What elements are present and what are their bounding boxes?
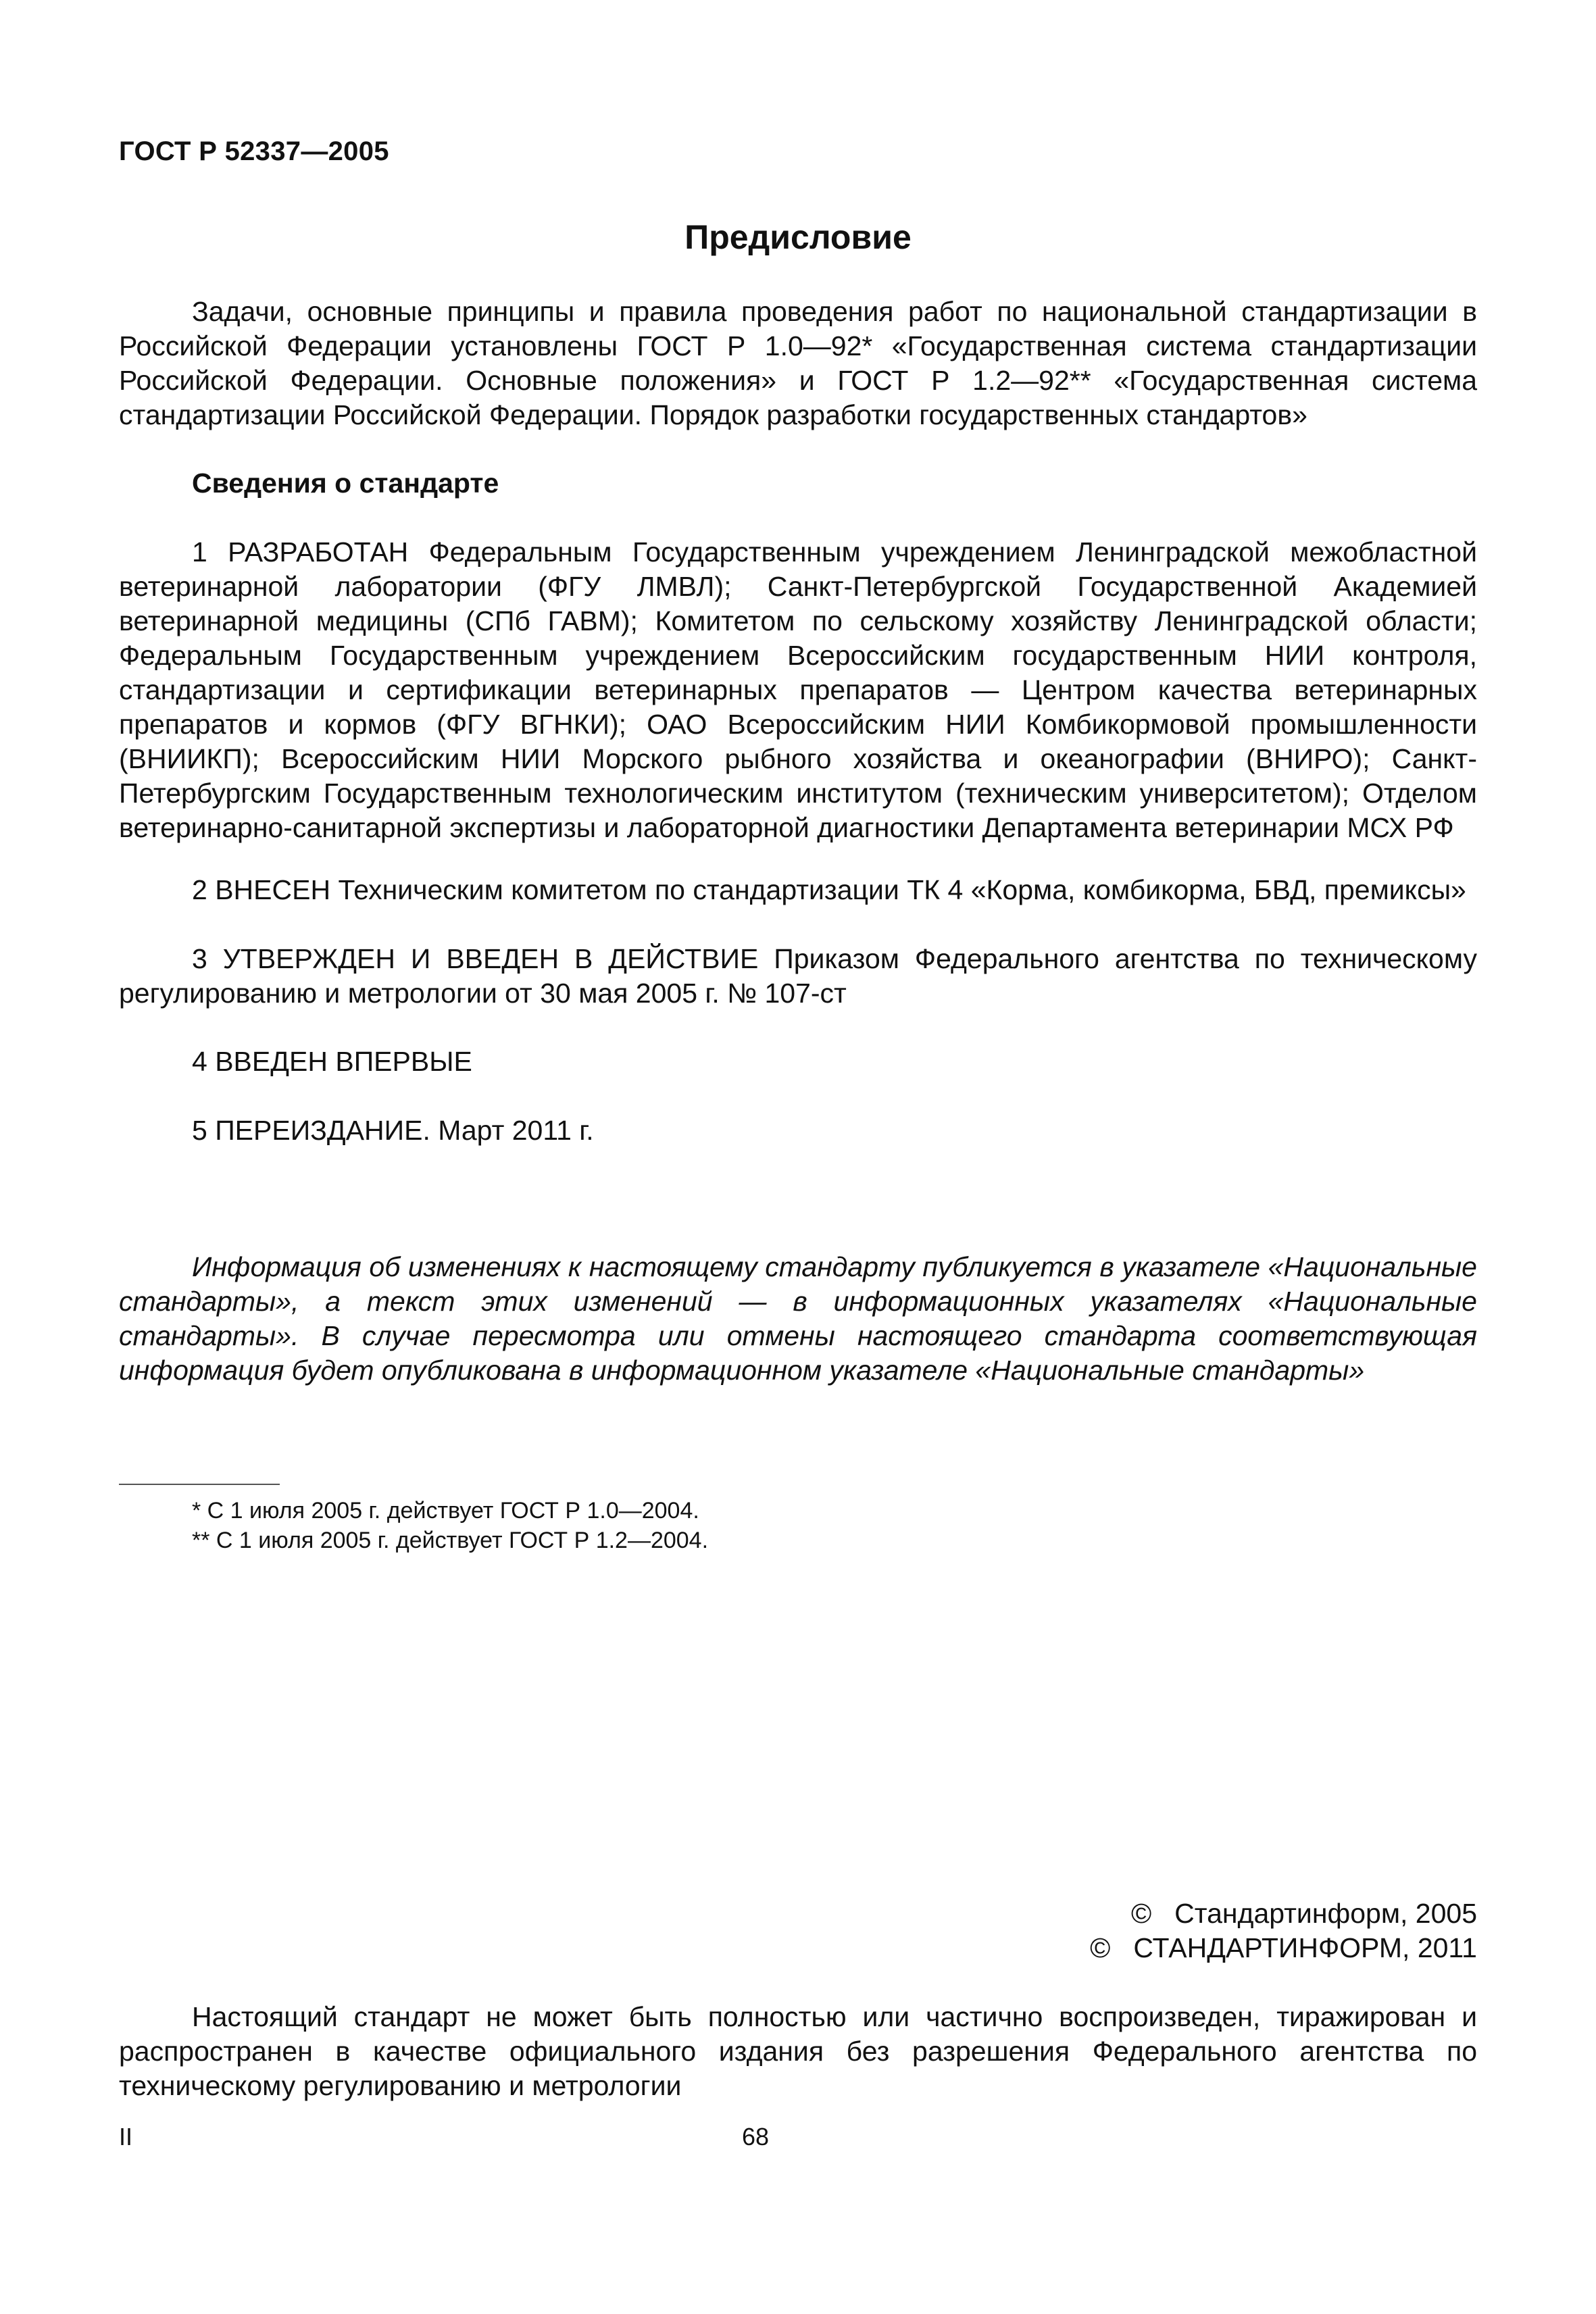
copyright-text: СТАНДАРТИНФОРМ, 2011	[1133, 1932, 1477, 1963]
page-title: Предисловие	[684, 218, 912, 256]
copyright-line-1	[1131, 1896, 1477, 1931]
info-item-3: 3 УТВЕРЖДЕН И ВВЕДЕН В ДЕЙСТВИЕ Приказом Федерального агентства по техническому регулированию и метрологии от 30 мая 2005 г. № 107-ст	[119, 943, 1477, 1009]
page-roman-numeral: II	[119, 2123, 133, 2150]
intro-paragraph: Задачи, основные принципы и правила проведения работ по национальной стандартизации в Российской Федерации установлены ГОСТ Р 1.0—92* «Государственная система стандартизации Российской Федерации. Основные положения» и ГОСТ Р 1.2—92** «Государственная система стандартизации Российской Федерации. Порядок разработки государственных стандартов»	[119, 296, 1477, 430]
footnote-divider	[119, 1484, 280, 1485]
info-item-5: 5 ПЕРЕИЗДАНИЕ. Март 2011 г.	[192, 1115, 594, 1146]
info-item-4: 4 ВВЕДЕН ВПЕРВЫЕ	[192, 1046, 472, 1077]
copyright-icon: ©	[1090, 1932, 1111, 1963]
page-number: 68	[742, 2123, 770, 2150]
legal-notice-paragraph: Настоящий стандарт не может быть полностью или частично воспроизведен, тиражирован и распространен в качестве официального издания без разрешения Федерального агентства по техническому регулированию и метрологии	[119, 2001, 1477, 2101]
copyright-line-2	[1090, 1931, 1477, 1965]
document-code-header: ГОСТ Р 52337—2005	[119, 136, 389, 166]
copyright-icon: ©	[1130, 1898, 1152, 1929]
footnote-1: * С 1 июля 2005 г. действует ГОСТ Р 1.0—2004.	[192, 1498, 699, 1524]
info-item-1: 1 РАЗРАБОТАН Федеральным Государственным учреждением Ленинградской межобластной ветеринарной лаборатории (ФГУ ЛМВЛ); Санкт-Петербургской Государственной Академией ветеринарной медицины (СПб ГАВМ); Комитетом по сельскому хозяйству Ленинградской области; Федеральным Государственным учреждением Всероссийским государственным НИИ контроля, стандартизации и сертификации ветеринарных препаратов — Центром качества ветеринарных препаратов и кормов (ФГУ ВГНКИ); ОАО Всероссийским НИИ Комбикормовой промышленности (ВНИИКП); Всероссийским НИИ Морского рыбного хозяйства и океанографии (ВНИРО); Санкт-Петербургским Государственным технологическим институтом (техническим университетом); Отделом ветеринарно-санитарной экспертизы и лабораторной диагностики Департамента ветеринарии МСХ РФ	[119, 536, 1477, 843]
info-item-2: 2 ВНЕСЕН Техническим комитетом по стандартизации ТК 4 «Корма, комбикорма, БВД, премиксы»	[192, 874, 1466, 905]
copyright-text: Стандартинформ, 2005	[1174, 1898, 1477, 1929]
changes-info-paragraph: Информация об изменениях к настоящему стандарту публикуется в указателе «Национальные стандарты», а текст этих изменений — в информационных указателях «Национальные стандарты». В случае пересмотра или отмены настоящего стандарта соответствующая информация будет опубликована в информационном указателе «Национальные стандарты»	[119, 1251, 1477, 1386]
footnote-2: ** С 1 июля 2005 г. действует ГОСТ Р 1.2—2004.	[192, 1528, 709, 1553]
standard-info-heading: Сведения о стандарте	[192, 468, 499, 499]
